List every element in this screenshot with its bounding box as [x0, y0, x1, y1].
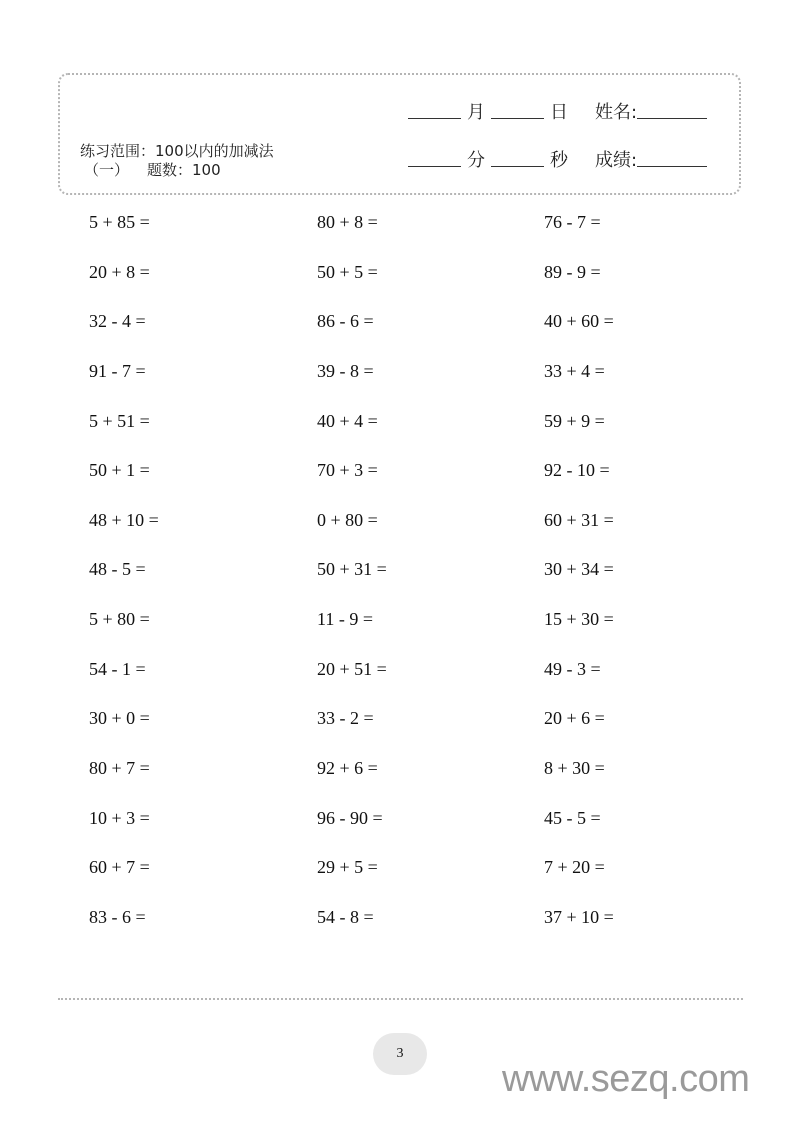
problem-row [0, 208, 800, 258]
problem: 0 + 80 = [317, 509, 378, 530]
name-blank[interactable] [637, 118, 707, 119]
problem: 60 + 31 = [544, 509, 614, 530]
problem: 20 + 51 = [317, 658, 387, 679]
problem-row [0, 555, 800, 605]
problem: 92 + 6 = [317, 758, 378, 779]
problem: 80 + 7 = [89, 758, 150, 779]
problem: 80 + 8 = [317, 212, 378, 232]
problem-row [0, 307, 800, 357]
minute-blank[interactable] [408, 166, 461, 167]
problem-row [0, 357, 800, 407]
score-blank[interactable] [637, 166, 707, 167]
problem: 49 - 3 = [544, 658, 601, 679]
problem-row [0, 704, 800, 754]
problem-row [0, 456, 800, 506]
problem: 96 - 90 = [317, 807, 383, 828]
problem: 50 + 1 = [89, 460, 150, 481]
day-label: 日 [550, 102, 568, 123]
score-label: 成绩: [595, 150, 638, 171]
day-blank[interactable] [491, 118, 544, 119]
problem-row [0, 506, 800, 556]
problem: 15 + 30 = [544, 609, 614, 630]
problem: 5 + 85 = [89, 212, 150, 232]
problem: 59 + 9 = [544, 410, 605, 431]
problem: 83 - 6 = [89, 906, 146, 927]
problem: 48 + 10 = [89, 509, 159, 530]
scope-part: （一） [84, 161, 130, 179]
problem-row [0, 754, 800, 804]
problem: 50 + 31 = [317, 559, 387, 580]
problem: 30 + 34 = [544, 559, 614, 580]
problem-row [0, 655, 800, 705]
problem: 20 + 8 = [89, 261, 150, 282]
problem-grid [0, 208, 800, 953]
problem: 70 + 3 = [317, 460, 378, 481]
scope-subline [80, 161, 274, 180]
scope-title: 练习范围：100以内的加减法 [80, 142, 274, 160]
problem: 7 + 20 = [544, 857, 605, 878]
minute-label: 分 [467, 150, 485, 171]
problem: 40 + 60 = [544, 311, 614, 332]
problem: 60 + 7 = [89, 857, 150, 878]
problem: 5 + 51 = [89, 410, 150, 431]
problem: 54 - 8 = [317, 906, 374, 927]
problem: 33 + 4 = [544, 360, 605, 381]
second-blank[interactable] [491, 166, 544, 167]
problem: 48 - 5 = [89, 559, 146, 580]
problem: 29 + 5 = [317, 857, 378, 878]
problem: 54 - 1 = [89, 658, 146, 679]
page-number: 3 [396, 1046, 404, 1061]
problem: 11 - 9 = [317, 609, 373, 630]
problem-row [0, 853, 800, 903]
problem-row [0, 804, 800, 854]
problem: 32 - 4 = [89, 311, 146, 332]
month-label: 月 [467, 102, 485, 123]
time-score-row [408, 148, 707, 172]
problem-row [0, 903, 800, 953]
problem: 37 + 10 = [544, 906, 614, 927]
problem: 92 - 10 = [544, 460, 610, 481]
problem-count: 题数：100 [147, 161, 221, 179]
practice-scope [80, 142, 274, 180]
problem: 10 + 3 = [89, 807, 150, 828]
problem: 8 + 30 = [544, 758, 605, 779]
problem: 30 + 0 = [89, 708, 150, 729]
problem-row [0, 407, 800, 457]
date-name-row [408, 100, 707, 124]
problem: 76 - 7 = [544, 212, 601, 232]
problem: 5 + 80 = [89, 609, 150, 630]
footer-divider [58, 998, 743, 1000]
problem: 39 - 8 = [317, 360, 374, 381]
name-label: 姓名: [595, 102, 638, 123]
problem: 33 - 2 = [317, 708, 374, 729]
problem: 89 - 9 = [544, 261, 601, 282]
problem-row [0, 605, 800, 655]
problem: 20 + 6 = [544, 708, 605, 729]
problem-row [0, 258, 800, 308]
site-watermark: www.sezq.com [502, 1058, 750, 1100]
month-blank[interactable] [408, 118, 461, 119]
problem: 86 - 6 = [317, 311, 374, 332]
second-label: 秒 [550, 150, 568, 171]
problem: 91 - 7 = [89, 360, 146, 381]
problem: 45 - 5 = [544, 807, 601, 828]
problem: 50 + 5 = [317, 261, 378, 282]
page-number-badge [373, 1033, 427, 1075]
problem: 40 + 4 = [317, 410, 378, 431]
